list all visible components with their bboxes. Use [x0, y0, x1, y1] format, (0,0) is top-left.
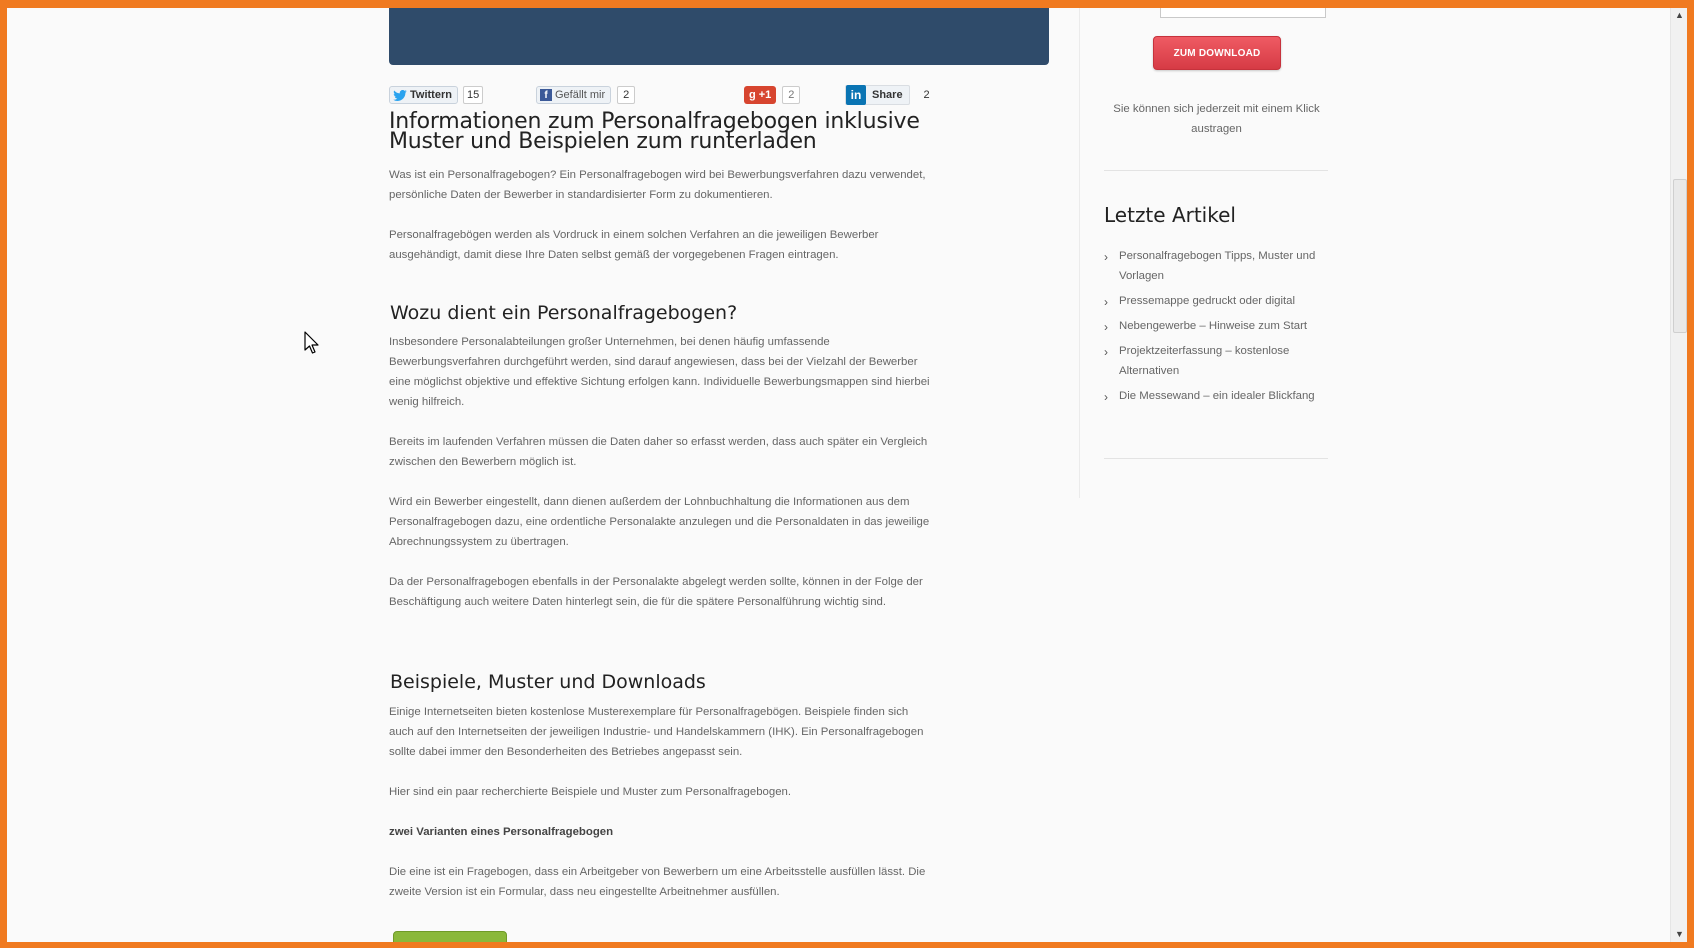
- chevron-right-icon: ›: [1104, 320, 1108, 334]
- download-example-button[interactable]: [393, 931, 507, 943]
- section-heading-examples: Beispiele, Muster und Downloads: [390, 671, 706, 693]
- twitter-label-suffix: n: [445, 89, 452, 101]
- scrollbar-thumb[interactable]: [1673, 179, 1687, 333]
- facebook-share: [536, 85, 635, 105]
- sidebar-separator: [1104, 170, 1328, 171]
- section1-paragraph-1: Insbesondere Personalabteilungen großer Unternehmen, bei denen häufig umfassende Bewerbungsverfahren durchgeführt werden, sind darauf angewiesen, dass bei der Vielzahl der Bewerber eine möglichst objektive und effektive Sichtung erfolgen kann. Individuelle Bewerbungsmappen sind hierbei wenig hilfreich.: [389, 336, 930, 408]
- sidebar-divider: [1079, 0, 1080, 498]
- googleplus-count: 2: [782, 86, 800, 104]
- chevron-right-icon: ›: [1104, 390, 1108, 404]
- recent-article-item[interactable]: [1104, 291, 1329, 311]
- googleplus-share: [744, 85, 800, 105]
- twitter-icon: [393, 90, 407, 101]
- facebook-label: Gefällt mir: [555, 89, 606, 101]
- sidebar-separator-bottom: [1104, 458, 1328, 459]
- recent-article-link[interactable]: Die Messewand – ein idealer Blickfang: [1119, 390, 1315, 402]
- scroll-up-arrow-icon[interactable]: ▲: [1675, 10, 1684, 20]
- section1-paragraph-3: Wird ein Bewerber eingestellt, dann dienen außerdem der Lohnbuchhaltung die Informationen aus dem Personalfragebogen dazu, eine ordentliche Personalakte anzulegen und die Personaldaten in das jeweilige Abrechnungssystem zu übertragen.: [389, 496, 930, 548]
- recent-article-item[interactable]: [1104, 341, 1329, 381]
- facebook-icon: f: [540, 89, 552, 101]
- recent-article-link[interactable]: Pressemappe gedruckt oder digital: [1119, 295, 1296, 307]
- chevron-right-icon: ›: [1104, 345, 1108, 359]
- article: [389, 109, 939, 898]
- twitter-label: Twitter: [410, 89, 446, 101]
- hero-image: [389, 0, 1049, 65]
- facebook-count: 2: [617, 86, 635, 104]
- recent-article-item[interactable]: [1104, 386, 1329, 406]
- twitter-button[interactable]: [389, 86, 458, 104]
- recent-articles-list: [1104, 246, 1329, 411]
- recent-article-link[interactable]: Nebengewerbe – Hinweise zum Start: [1119, 320, 1308, 332]
- download-button[interactable]: ZUM DOWNLOAD: [1153, 36, 1281, 70]
- linkedin-icon: in: [846, 85, 866, 105]
- facebook-like-button[interactable]: [536, 86, 611, 104]
- mouse-cursor-icon: [304, 331, 320, 355]
- section2-bold-heading: zwei Varianten eines Personalfragebogen: [389, 826, 614, 838]
- linkedin-count: 2: [923, 89, 930, 101]
- unsubscribe-note: Sie können sich jederzeit mit einem Klick austragen: [1113, 103, 1320, 135]
- article-title-line1: Informationen zum Personalfragebogen inklusive: [389, 109, 920, 134]
- page-scrollbar[interactable]: [1670, 7, 1688, 942]
- chevron-right-icon: ›: [1104, 250, 1108, 264]
- chevron-right-icon: ›: [1104, 295, 1108, 309]
- recent-article-item[interactable]: [1104, 246, 1329, 286]
- intro-paragraph-1: Was ist ein Personalfragebogen? Ein Personalfragebogen wird bei Bewerbungsverfahren dazu verwendet, persönliche Daten der Bewerber in standardisierter Form zu dokumentieren.: [389, 169, 926, 201]
- section1-paragraph-2: Bereits im laufenden Verfahren müssen die Daten daher so erfasst werden, dass auch später ein Vergleich zwischen den Bewerbern möglich ist.: [389, 436, 928, 468]
- linkedin-share: [845, 85, 936, 105]
- recent-article-link[interactable]: Personalfragebogen Tipps, Muster und Vorlagen: [1119, 250, 1316, 282]
- scroll-down-arrow-icon[interactable]: ▼: [1675, 929, 1684, 939]
- section2-paragraph-2: Hier sind ein paar recherchierte Beispiele und Muster zum Personalfragebogen.: [389, 786, 792, 798]
- section2-paragraph-1: Einige Internetseiten bieten kostenlose Musterexemplare für Personalfragebögen. Beispiele finden sich auch auf den Internetseiten der jeweiligen Industrie- und Handelskammern (IHK). Ein Personalfragebogen sollte dabei immer den Besonderheiten des Betriebes angepasst sein.: [389, 706, 924, 758]
- section2-paragraph-3: Die eine ist ein Fragebogen, dass ein Arbeitgeber von Bewerbern um eine Arbeitsstelle ausfüllen lässt. Die zweite Version ist ein Formular, dass neu eingestellte Arbeitnehmer ausfüllen.: [389, 866, 926, 898]
- article-title-line2: Muster und Beispielen zum runterladen: [389, 129, 817, 154]
- section-heading-purpose: Wozu dient ein Personalfragebogen?: [390, 302, 738, 324]
- social-share-bar: [389, 85, 949, 107]
- linkedin-button[interactable]: [845, 85, 910, 105]
- twitter-share: [389, 85, 483, 105]
- article-title: [389, 109, 939, 154]
- linkedin-label: Share: [872, 89, 903, 101]
- recent-article-link[interactable]: Projektzeiterfassung – kostenlose Alternativen: [1119, 345, 1290, 377]
- googleplus-icon: g: [749, 89, 756, 101]
- recent-article-item[interactable]: [1104, 316, 1329, 336]
- intro-paragraph-2: Personalfragebögen werden als Vordruck in einem solchen Verfahren an die jeweiligen Bewerber ausgehändigt, damit diese Ihre Daten selbst gemäß der vorgegebenen Fragen eintragen.: [389, 229, 879, 261]
- email-label: Email:: [1110, 0, 1142, 10]
- email-input[interactable]: [1160, 0, 1326, 18]
- twitter-count: 15: [463, 86, 483, 104]
- section1-paragraph-4: Da der Personalfragebogen ebenfalls in der Personalakte abgelegt werden sollte, können in der Folge der Beschäftigung auch weitere Daten hinterlegt sein, die für die spätere Personalführung wichtig sind.: [389, 576, 923, 608]
- googleplus-button[interactable]: [744, 86, 776, 104]
- googleplus-label: +1: [758, 89, 772, 101]
- recent-articles-title: Letzte Artikel: [1104, 203, 1236, 227]
